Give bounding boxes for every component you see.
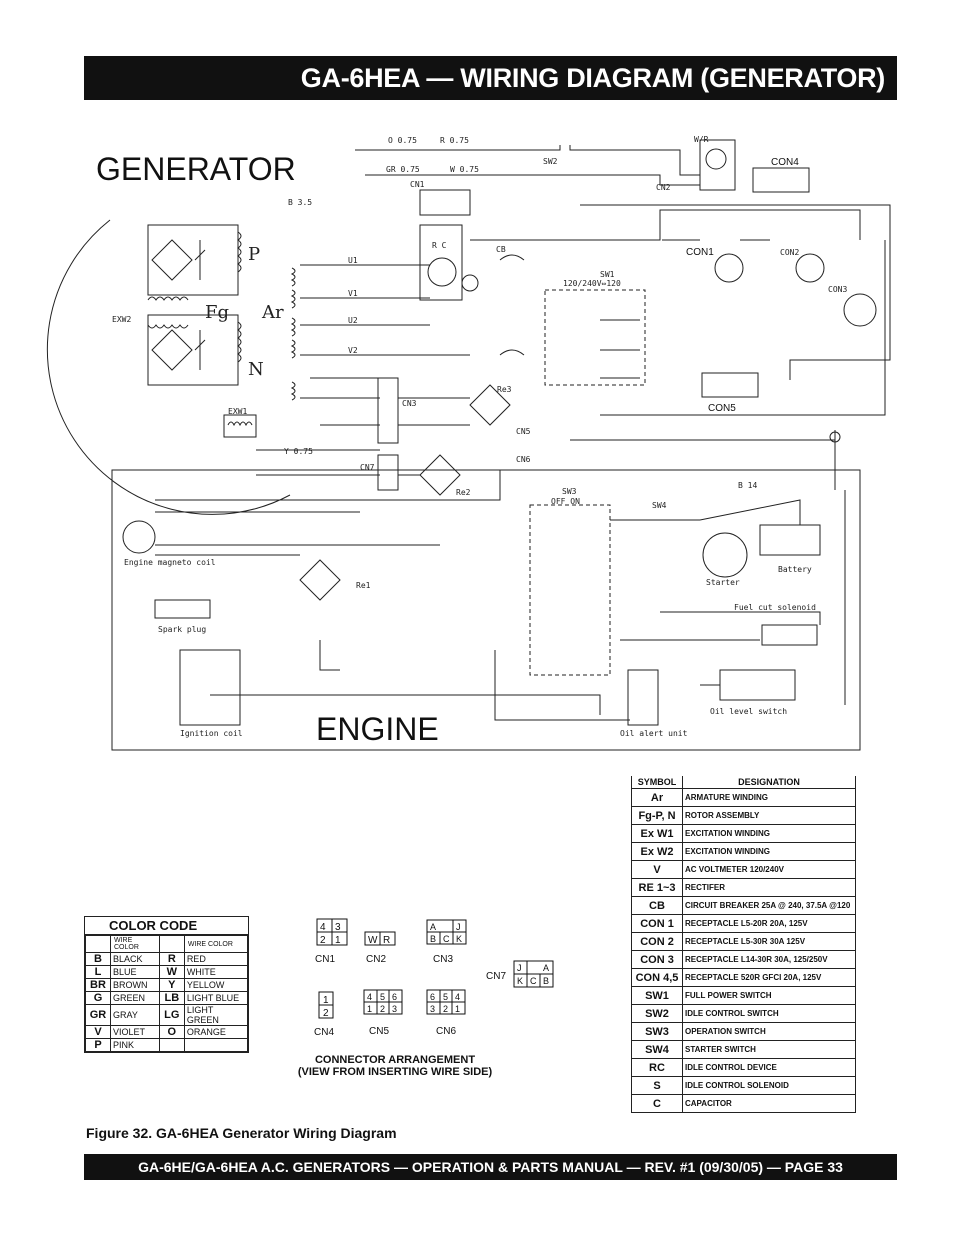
con3-receptacle xyxy=(844,294,876,326)
label-y075: Y 0.75 xyxy=(284,447,313,456)
cn6-pin: 4 xyxy=(455,992,461,1002)
symbol-row xyxy=(632,1059,856,1077)
cn7-label: CN7 xyxy=(486,971,507,982)
re1-rectifier xyxy=(300,560,340,600)
con2-receptacle xyxy=(796,254,824,282)
cn1-pin: 1 xyxy=(335,935,341,946)
symbol-cell: SW3 xyxy=(632,1023,683,1041)
color-name: YELLOW xyxy=(184,979,247,992)
symbol-cell: RE 1~3 xyxy=(632,879,683,897)
cn1-block xyxy=(420,190,470,215)
color-code-row xyxy=(86,966,248,979)
cn7-diagram xyxy=(486,958,556,993)
color-name: ORANGE xyxy=(184,1026,247,1039)
color-abbrev: LG xyxy=(159,1005,184,1026)
label-sw4: SW4 xyxy=(652,501,667,510)
generator-heading: GENERATOR xyxy=(96,151,296,187)
cn1-pin: 2 xyxy=(320,935,326,946)
symbol-row xyxy=(632,1077,856,1095)
color-abbrev: R xyxy=(159,953,184,966)
label-starter: Starter xyxy=(706,578,740,587)
cn5-pin: 3 xyxy=(392,1004,398,1014)
color-name: VIOLET xyxy=(111,1026,160,1039)
cn4-pin: 2 xyxy=(323,1008,329,1019)
color-code-row xyxy=(86,992,248,1005)
designation-cell: RECEPTACLE L5-30R 30A 125V xyxy=(683,933,856,951)
symbol-row xyxy=(632,861,856,879)
designation-cell: EXCITATION WINDING xyxy=(683,843,856,861)
label-cn1: CN1 xyxy=(410,180,425,189)
cn3-pin: C xyxy=(443,934,450,944)
cn5-pin: 1 xyxy=(367,1004,373,1014)
cn6-diagram xyxy=(427,990,465,1037)
rc-block xyxy=(420,225,462,300)
figure-caption: Figure 32. GA-6HEA Generator Wiring Diagram xyxy=(86,1125,397,1141)
color-name: LIGHT BLUE xyxy=(184,992,247,1005)
color-abbrev: Y xyxy=(159,979,184,992)
connector-title-line2: (VIEW FROM INSERTING WIRE SIDE) xyxy=(297,1066,493,1078)
color-name: LIGHT GREEN xyxy=(184,1005,247,1026)
designation-cell: CAPACITOR xyxy=(683,1095,856,1113)
cn2-pin: R xyxy=(383,935,391,946)
symbol-row xyxy=(632,933,856,951)
label-fg: Fg xyxy=(205,302,230,323)
color-abbrev: V xyxy=(86,1026,111,1039)
label-sw2: SW2 xyxy=(543,157,558,166)
color-name: GREEN xyxy=(111,992,160,1005)
starter-motor xyxy=(703,533,747,577)
cn1-pin: 3 xyxy=(335,922,341,933)
label-sw3-mode: OFF ON xyxy=(551,497,580,506)
color-abbrev: O xyxy=(159,1026,184,1039)
symbol-cell: RC xyxy=(632,1059,683,1077)
connector-title-line1: CONNECTOR ARRANGEMENT xyxy=(314,1054,476,1066)
symbol-cell: CON 4,5 xyxy=(632,969,683,987)
label-exw1: EXW1 xyxy=(228,407,248,416)
label-cn5: CN5 xyxy=(516,427,531,436)
cn7-pin: C xyxy=(530,976,537,986)
designation-header: DESIGNATION xyxy=(683,776,856,789)
cn5-pin: 2 xyxy=(380,1004,386,1014)
label-sw3: SW3 xyxy=(562,487,577,496)
color-abbrev: BR xyxy=(86,979,111,992)
cn1-pin: 4 xyxy=(320,922,326,933)
wire-color-header: WIRE COLOR xyxy=(111,936,160,953)
symbol-cell: Ex W2 xyxy=(632,843,683,861)
color-abbrev: P xyxy=(86,1039,111,1052)
cn3-label: CN3 xyxy=(433,954,454,965)
label-w-r: W/R xyxy=(694,135,709,144)
label-u2: U2 xyxy=(348,316,358,325)
label-r075: R 0.75 xyxy=(440,136,469,145)
label-spark-plug: Spark plug xyxy=(158,625,207,634)
designation-cell: AC VOLTMETER 120/240V xyxy=(683,861,856,879)
symbol-row xyxy=(632,1005,856,1023)
symbol-cell: SW2 xyxy=(632,1005,683,1023)
designation-cell: IDLE CONTROL DEVICE xyxy=(683,1059,856,1077)
symbol-cell: CON 3 xyxy=(632,951,683,969)
designation-cell: CIRCUIT BREAKER 25A @ 240, 37.5A @120 xyxy=(683,897,856,915)
label-sw1-mode: 120/240V⇔120 xyxy=(563,279,621,288)
rectifier-p xyxy=(152,240,192,280)
symbol-cell: SW4 xyxy=(632,1041,683,1059)
symbol-cell: Ex W1 xyxy=(632,825,683,843)
oil-level-switch xyxy=(720,670,795,700)
rectifier-n xyxy=(152,330,192,370)
label-gr075: GR 0.75 xyxy=(386,165,420,174)
symbol-header: SYMBOL xyxy=(632,776,683,789)
cn7-pin: A xyxy=(543,963,550,973)
fuel-cut-solenoid xyxy=(762,625,817,645)
cn7-pin: J xyxy=(517,963,522,973)
cn1-label: CN1 xyxy=(315,954,336,965)
symbol-row xyxy=(632,969,856,987)
designation-cell: IDLE CONTROL SOLENOID xyxy=(683,1077,856,1095)
cn6-pin: 2 xyxy=(443,1004,449,1014)
symbol-cell: CON 2 xyxy=(632,933,683,951)
rc-device xyxy=(428,258,456,286)
label-con1: CON1 xyxy=(686,247,714,258)
con5-receptacle xyxy=(702,373,758,397)
engine-heading: ENGINE xyxy=(316,711,439,747)
cn6-pin: 5 xyxy=(443,992,449,1002)
cn3-pin: K xyxy=(456,934,463,944)
con1-receptacle xyxy=(715,254,743,282)
cn3-block xyxy=(378,378,398,443)
designation-cell: OPERATION SWITCH xyxy=(683,1023,856,1041)
label-cn2: CN2 xyxy=(656,183,671,192)
label-battery: Battery xyxy=(778,565,812,574)
color-code-title: COLOR CODE xyxy=(85,917,248,935)
label-o075: O 0.75 xyxy=(388,136,417,145)
re2-rectifier xyxy=(420,455,460,495)
voltmeter xyxy=(462,275,478,291)
magneto-coil xyxy=(123,521,155,553)
designation-cell: ROTOR ASSEMBLY xyxy=(683,807,856,825)
oil-alert-unit xyxy=(628,670,658,725)
label-con2: CON2 xyxy=(780,248,800,257)
symbol-row xyxy=(632,1041,856,1059)
footer-text: GA-6HE/GA-6HEA A.C. GENERATORS — OPERATION & PARTS MANUAL — REV. #1 (09/30/05) — PAGE 33 xyxy=(138,1159,843,1175)
label-rc: R C xyxy=(432,241,447,250)
symbol-cell: CB xyxy=(632,897,683,915)
wire-color-header: WIRE COLOR xyxy=(184,936,247,953)
cn3-diagram xyxy=(427,920,466,965)
color-name: PINK xyxy=(111,1039,160,1052)
rotor-n-box xyxy=(148,315,238,385)
label-re3: Re3 xyxy=(497,385,512,394)
designation-cell: EXCITATION WINDING xyxy=(683,825,856,843)
cn6-pin: 3 xyxy=(430,1004,436,1014)
symbol-cell: Fg-P, N xyxy=(632,807,683,825)
color-abbrev: LB xyxy=(159,992,184,1005)
designation-cell: STARTER SWITCH xyxy=(683,1041,856,1059)
cn6-label: CN6 xyxy=(436,1026,457,1037)
cn5-label: CN5 xyxy=(369,1026,390,1037)
designation-cell: ARMATURE WINDING xyxy=(683,789,856,807)
label-re2: Re2 xyxy=(456,488,471,497)
symbol-row xyxy=(632,915,856,933)
label-re1: Re1 xyxy=(356,581,371,590)
color-name xyxy=(184,1039,247,1052)
designation-cell: RECEPTACLE L5-20R 20A, 125V xyxy=(683,915,856,933)
ignition-coil xyxy=(180,650,240,725)
label-sw1: SW1 xyxy=(600,270,615,279)
symbol-row xyxy=(632,789,856,807)
color-abbrev: G xyxy=(86,992,111,1005)
color-name: GRAY xyxy=(111,1005,160,1026)
symbol-cell: Ar xyxy=(632,789,683,807)
cn5-pin: 6 xyxy=(392,992,398,1002)
connector-arrangement-title xyxy=(280,1054,510,1078)
color-code-row xyxy=(86,1026,248,1039)
idle-solenoid xyxy=(706,149,726,169)
label-b35: B 3.5 xyxy=(288,198,313,207)
label-oil-alert: Oil alert unit xyxy=(620,729,688,738)
label-b14: B 14 xyxy=(738,481,758,490)
color-name: BLUE xyxy=(111,966,160,979)
label-oil-level: Oil level switch xyxy=(710,707,788,716)
cn3-pin: J xyxy=(456,922,461,932)
color-name: WHITE xyxy=(184,966,247,979)
page-title: GA-6HEA — WIRING DIAGRAM (GENERATOR) xyxy=(300,62,885,93)
symbol-designation-table xyxy=(631,776,856,1113)
page-footer xyxy=(84,1154,897,1180)
spark-plug xyxy=(155,600,210,618)
cn4-diagram xyxy=(314,992,334,1038)
cn2-pin: W xyxy=(368,935,378,946)
cn7-pin: K xyxy=(517,976,524,986)
label-p: P xyxy=(248,244,261,265)
color-name: BROWN xyxy=(111,979,160,992)
label-w075: W 0.75 xyxy=(450,165,479,174)
color-code-row xyxy=(86,1039,248,1052)
label-v1: V1 xyxy=(348,289,358,298)
color-abbrev: GR xyxy=(86,1005,111,1026)
cn2-label: CN2 xyxy=(366,954,387,965)
color-abbrev: B xyxy=(86,953,111,966)
label-u1: U1 xyxy=(348,256,358,265)
sw1-box xyxy=(545,290,645,385)
label-magneto: Engine magneto coil xyxy=(124,558,216,567)
label-n: N xyxy=(248,359,264,380)
color-code-row xyxy=(86,979,248,992)
symbol-row xyxy=(632,1023,856,1041)
label-cn7: CN7 xyxy=(360,463,375,472)
symbol-cell: SW1 xyxy=(632,987,683,1005)
symbol-row xyxy=(632,807,856,825)
symbol-row xyxy=(632,879,856,897)
symbol-cell: C xyxy=(632,1095,683,1113)
label-cn3: CN3 xyxy=(402,399,417,408)
label-con5: CON5 xyxy=(708,403,736,414)
symbol-row xyxy=(632,987,856,1005)
color-name: RED xyxy=(184,953,247,966)
symbol-row xyxy=(632,1095,856,1113)
cn5-pin: 5 xyxy=(380,992,386,1002)
con4-receptacle xyxy=(753,168,809,192)
symbol-row xyxy=(632,897,856,915)
cn3-pin: A xyxy=(430,922,437,932)
color-code-row xyxy=(86,1005,248,1026)
label-v2: V2 xyxy=(348,346,358,355)
symbol-cell: V xyxy=(632,861,683,879)
symbol-cell: S xyxy=(632,1077,683,1095)
color-abbrev: L xyxy=(86,966,111,979)
label-con3: CON3 xyxy=(828,285,848,294)
color-name: BLACK xyxy=(111,953,160,966)
battery xyxy=(760,525,820,555)
color-code-table xyxy=(84,916,249,1053)
color-abbrev xyxy=(159,1039,184,1052)
cn5-pin: 4 xyxy=(367,992,373,1002)
symbol-row xyxy=(632,843,856,861)
label-exw2: EXW2 xyxy=(112,315,132,324)
label-fuel-cut: Fuel cut solenoid xyxy=(734,603,816,612)
cn7-pin: B xyxy=(543,976,550,986)
cn4-pin: 1 xyxy=(323,995,329,1006)
designation-cell: RECTIFER xyxy=(683,879,856,897)
cn6-pin: 6 xyxy=(430,992,436,1002)
sw3-box xyxy=(530,505,610,675)
designation-cell: RECEPTACLE 520R GFCI 20A, 125V xyxy=(683,969,856,987)
cn1-diagram xyxy=(315,919,347,965)
rotor-p-box xyxy=(148,225,238,295)
cn6-pin: 1 xyxy=(455,1004,461,1014)
label-ar: Ar xyxy=(262,302,284,323)
designation-cell: FULL POWER SWITCH xyxy=(683,987,856,1005)
cn3-pin: B xyxy=(430,934,437,944)
symbol-cell: CON 1 xyxy=(632,915,683,933)
cn5-diagram xyxy=(364,990,402,1037)
color-code-row xyxy=(86,953,248,966)
cn7-block xyxy=(378,455,398,490)
designation-cell: RECEPTACLE L14-30R 30A, 125/250V xyxy=(683,951,856,969)
label-cb: CB xyxy=(496,245,506,254)
label-ignition-coil: Ignition coil xyxy=(180,729,243,738)
cn4-label: CN4 xyxy=(314,1027,335,1038)
symbol-row xyxy=(632,825,856,843)
designation-cell: IDLE CONTROL SWITCH xyxy=(683,1005,856,1023)
label-cn6: CN6 xyxy=(516,455,531,464)
symbol-row xyxy=(632,951,856,969)
label-con4: CON4 xyxy=(771,157,799,168)
color-abbrev: W xyxy=(159,966,184,979)
cn2-diagram xyxy=(365,932,395,965)
